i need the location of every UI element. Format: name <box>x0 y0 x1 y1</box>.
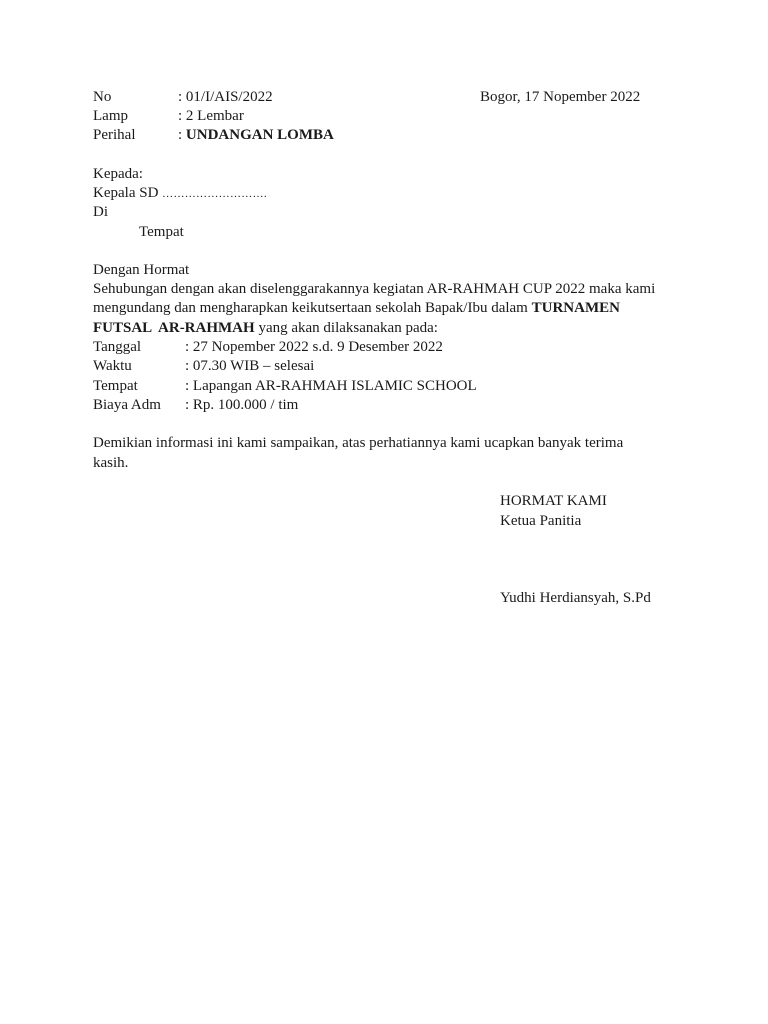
body-line-2-text: mengundang dan mengharapkan keikutsertaan sekolah Bapak/Ibu dalam <box>93 300 532 316</box>
detail-label: Biaya Adm <box>93 397 161 413</box>
closing-line-2: kasih. <box>93 455 129 471</box>
place-date: Bogor, 17 Nopember 2022 <box>480 89 641 105</box>
body-line-3-bold: FUTSAL AR-RAHMAH <box>93 320 255 336</box>
no-value: : 01/I/AIS/2022 <box>178 89 273 105</box>
body-line-2-bold: TURNAMEN <box>531 300 620 316</box>
detail-label: Waktu <box>93 358 132 374</box>
kepada-label: Kepada: <box>93 166 143 182</box>
body-line-3-text: yang akan dilaksanakan pada: <box>254 320 438 336</box>
kepala-prefix: Kepala SD <box>93 185 159 201</box>
signature-hormat: HORMAT KAMI <box>500 493 607 509</box>
detail-value: : Rp. 100.000 / tim <box>185 397 299 413</box>
tempat-label: Tempat <box>139 224 184 240</box>
detail-value: : 07.30 WIB – selesai <box>185 358 315 374</box>
perihal-value: UNDANGAN LOMBA <box>185 127 334 143</box>
no-label: No <box>93 89 112 105</box>
kepala-line <box>93 184 267 204</box>
body-line-2 <box>93 299 620 318</box>
perihal-label: Perihal <box>93 127 136 143</box>
detail-label: Tanggal <box>93 339 142 355</box>
kepala-dots: ………………………. <box>162 188 267 200</box>
salutation: Dengan Hormat <box>93 262 190 278</box>
body-line-3 <box>93 319 438 338</box>
signature-role: Ketua Panitia <box>500 513 582 529</box>
lamp-value: : 2 Lembar <box>178 108 244 124</box>
di-label: Di <box>93 204 108 220</box>
lamp-label: Lamp <box>93 108 128 124</box>
signature-name: Yudhi Herdiansyah, S.Pd <box>500 590 651 606</box>
detail-value: : Lapangan AR-RAHMAH ISLAMIC SCHOOL <box>185 378 477 394</box>
detail-value: : 27 Nopember 2022 s.d. 9 Desember 2022 <box>185 339 443 355</box>
body-line-1: Sehubungan dengan akan diselenggarakannya kegiatan AR-RAHMAH CUP 2022 maka kami <box>93 281 656 297</box>
closing-line-1: Demikian informasi ini kami sampaikan, atas perhatiannya kami ucapkan banyak terima <box>93 435 624 451</box>
detail-label: Tempat <box>93 378 138 394</box>
perihal-line <box>178 126 334 145</box>
perihal-colon: : <box>178 127 183 143</box>
